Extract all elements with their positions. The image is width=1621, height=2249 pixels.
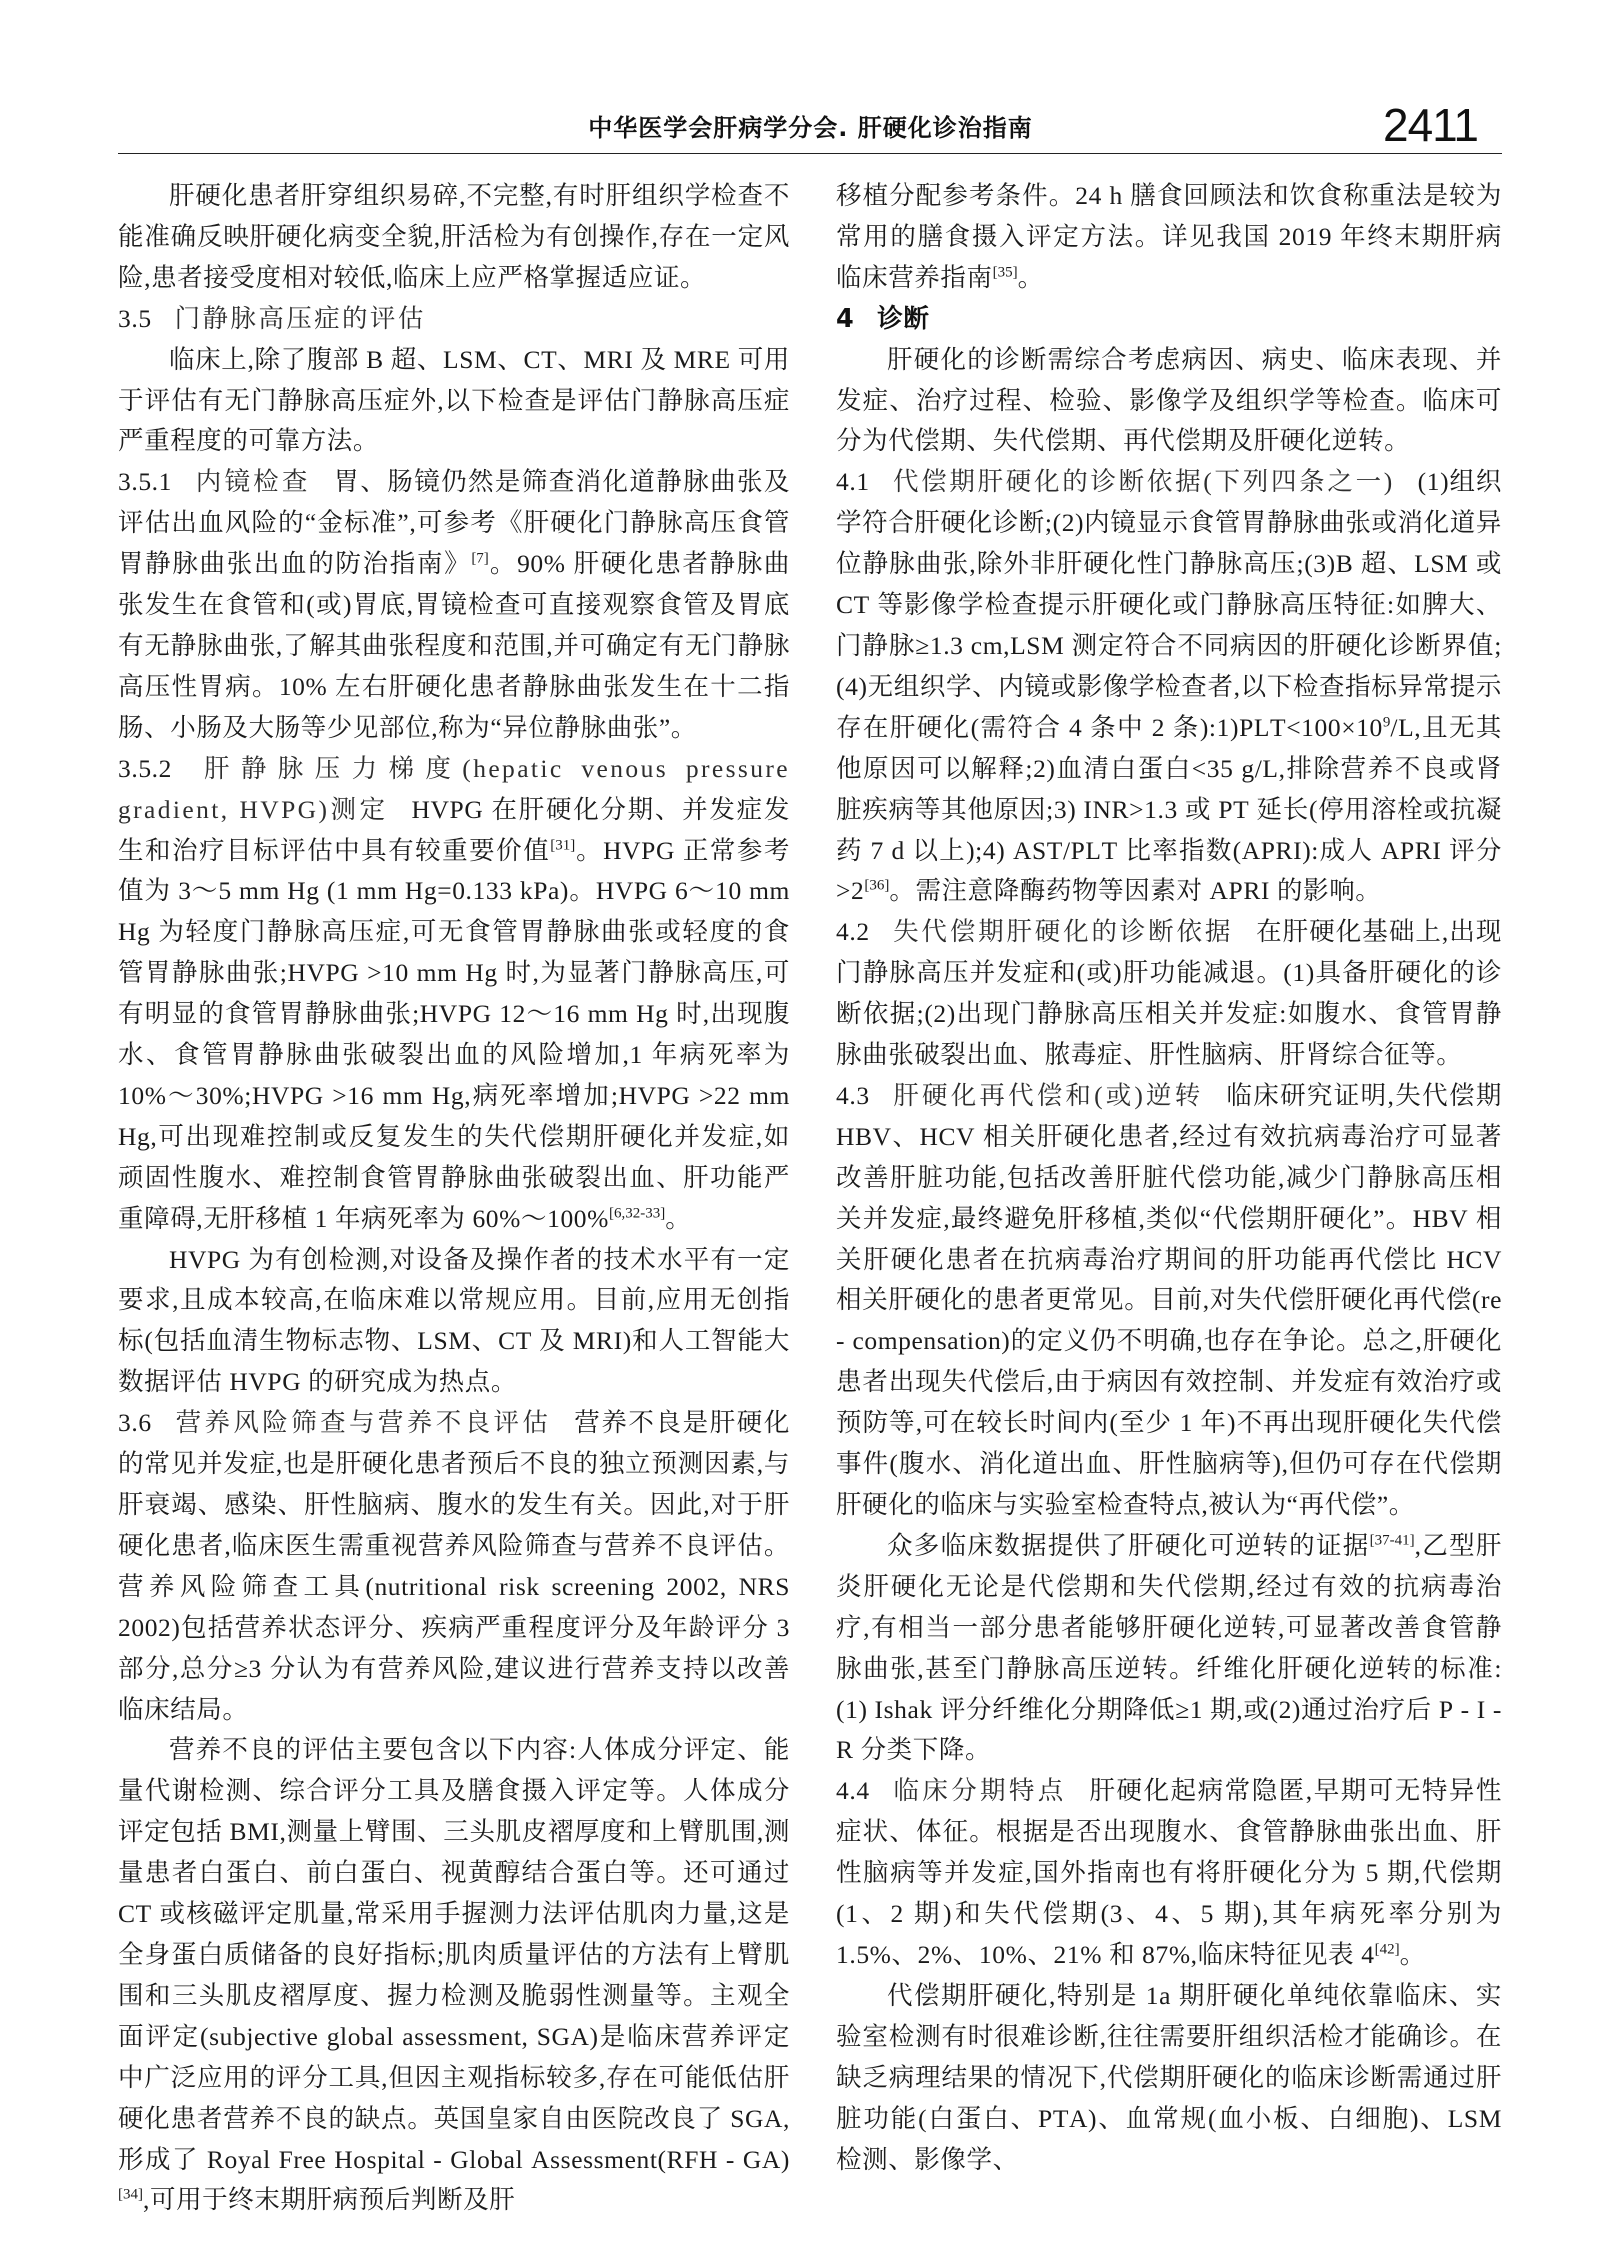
right-column (836, 176, 1502, 2180)
citation-ref: [37-41] (1369, 1532, 1415, 1549)
section-title: 临床分期特点 (892, 1776, 1067, 1806)
paragraph-text: 肝硬化起病常隐匿,早期可无特异性症状、体征。根据是否出现腹水、食管静脉曲张出血、肝性脑病等并发症,国外指南也有将肝硬化分为 5 期,代偿期(1、2 期)和失代偿期(3、4、5 期),其年病死率分别为 1.5%、2%、10%、21% 和 87%,临床特征见表 4 (836, 1776, 1503, 1969)
numbered-subsection (118, 462, 790, 748)
subsection-heading (118, 299, 790, 340)
body-paragraph (836, 1526, 1502, 1771)
header-rule (118, 153, 1502, 154)
paragraph-text: 肝硬化的诊断需综合考虑病因、病史、临床表现、并发症、治疗过程、检验、影像学及组织学等检查。临床可分为代偿期、失代偿期、再代偿期及肝硬化逆转。 (836, 344, 1502, 456)
section-title: 内镜检查 (194, 467, 311, 497)
paragraph-text: 众多临床数据提供了肝硬化可逆转的证据 (887, 1530, 1370, 1560)
section-heading (836, 299, 1502, 340)
citation-ref: [34] (118, 2186, 143, 2203)
paragraph-text: 。需注意降酶药物等因素对 APRI 的影响。 (889, 876, 1382, 906)
paragraph-text: 在肝硬化基础上,出现门静脉高压并发症和(或)肝功能减退。(1)具备肝硬化的诊断依据;(2)出现门静脉高压相关并发症:如腹水、食管胃静脉曲张破裂出血、脓毒症、肝性脑病、肝肾综合征等。 (836, 917, 1502, 1070)
section-number: 4.1 (836, 467, 870, 497)
superscript-exponent: 9 (1382, 714, 1391, 731)
numbered-subsection (836, 1771, 1502, 1976)
citation-ref: [31] (550, 837, 576, 853)
section-number: 3.5.2 (118, 753, 172, 783)
numbered-subsection (836, 462, 1502, 912)
left-column (118, 176, 790, 2221)
paragraph-text: /L,且无其他原因可以解释;2)血清白蛋白<35 g/L,排除营养不良或肾脏疾病等其他原因;3) INR>1.3 或 PT 延长(停用溶栓或抗凝药 7 d 以上);4) AST/PLT 比率指数(APRI):成人 APRI 评分>2 (836, 712, 1503, 906)
paragraph-text: 营养不良的评估主要包含以下内容:人体成分评定、能量代谢检测、综合评分工具及膳食摄入评定等。人体成分评定包括 BMI,测量上臂围、三头肌皮褶厚度和上臂肌围,测量患者白蛋白、前白蛋白、视黄醇结合蛋白等。还可通过 CT 或核磁评定肌量,常采用手握测力法评估肌肉力量,这是全身蛋白质储备的良好指标;肌肉质量评估的方法有上臂肌围和三头肌皮褶厚度、握力检测及脆弱性测量等。主观全面评定(subjective global assessment, SGA)是临床营养评定中广泛应用的评分工具,但因主观指标较多,存在可能低估肝硬化患者营养不良的缺点。英国皇家自由医院改良了 SGA,形成了 Royal Free Hospital - Global Assessment(RFH - GA) (118, 1735, 790, 2174)
section-title: 肝静脉压力梯度(hepatic venous pressure gradient, HVPG)测定 (118, 753, 790, 824)
page-number: 2411 (1383, 99, 1478, 151)
paragraph-text: (1)组织学符合肝硬化诊断;(2)内镜显示食管胃静脉曲张或消化道异位静脉曲张,除外非肝硬化性门静脉高压;(3)B 超、LSM 或 CT 等影像学检查提示肝硬化或门静脉高压特征:如脾大、门静脉≥1.3 cm,LSM 测定符合不同病因的肝硬化诊断界值;(4)无组织学、内镜或影像学检查者,以下检查指标异常提示存在肝硬化(需符合 4 条中 2 条):1)PLT<100×10 (836, 467, 1503, 742)
paragraph-text: 移植分配参考条件。24 h 膳食回顾法和饮食称重法是较为常用的膳食摄入评定方法。详见我国 2019 年终末期肝病临床营养指南 (836, 181, 1502, 292)
citation-ref: [36] (864, 877, 890, 894)
paragraph-text: 胃、肠镜仍然是筛查消化道静脉曲张及评估出血风险的“金标准”,可参考《肝硬化门静脉高压食管胃静脉曲张出血的防治指南》 (118, 467, 790, 579)
section-number: 4.3 (836, 1080, 870, 1110)
section-title: 营养风险筛查与营养不良评估 (174, 1408, 552, 1438)
section-title: 代偿期肝硬化的诊断依据(下列四条之一) (892, 467, 1395, 497)
body-paragraph (118, 1730, 790, 2221)
section-number: 3.5.1 (118, 467, 172, 497)
paragraph-text: 肝硬化患者肝穿组织易碎,不完整,有时肝组织学检查不能准确反映肝硬化病变全貌,肝活检为有创操作,存在一定风险,患者接受度相对较低,临床上应严格掌握适应证。 (118, 181, 790, 292)
section-number: 4 (836, 303, 855, 334)
running-title: 中华医学会肝病学分会. 肝硬化诊治指南 (588, 114, 1033, 142)
section-title: 门静脉高压症的评估 (174, 303, 426, 333)
paragraph-text: ,可用于终末期肝病预后判断及肝 (143, 2185, 516, 2215)
citation-ref: [42] (1374, 1941, 1400, 1958)
paragraph-text: HVPG 在肝硬化分期、并发症发生和治疗目标评估中具有较重要价值 (118, 794, 790, 865)
paragraph-text: 。 (1399, 1939, 1426, 1969)
paragraph-text: 临床研究证明,失代偿期 HBV、HCV 相关肝硬化患者,经过有效抗病毒治疗可显著改善肝脏功能,包括改善肝脏代偿功能,减少门静脉高压相关并发症,最终避免肝移植,类似“代偿期肝硬化”。HBV 相关肝硬化患者在抗病毒治疗期间的肝功能再代偿比 HCV 相关肝硬化的患者更常见。目前,对失代偿肝硬化再代偿(re - compensation)的定义仍不明确,也存在争论。总之,肝硬化患者出现失代偿后,由于病因有效控制、并发症有效治疗或预防等,可在较长时间内(至少 1 年)不再出现肝硬化失代偿事件(腹水、消化道出血、肝性脑病等),但仍可存在代偿期肝硬化的临床与实验室检查特点,被认为“再代偿”。 (836, 1080, 1502, 1519)
paragraph-text: 临床上,除了腹部 B 超、LSM、CT、MRI 及 MRE 可用于评估有无门静脉高压症外,以下检查是评估门静脉高压症严重程度的可靠方法。 (118, 344, 790, 456)
numbered-subsection (836, 912, 1502, 1076)
paragraph-text: HVPG 为有创检测,对设备及操作者的技术水平有一定要求,且成本较高,在临床难以常规应用。目前,应用无创指标(包括血清生物标志物、LSM、CT 及 MRI)和人工智能大数据评估 HVPG 的研究成为热点。 (118, 1244, 790, 1397)
citation-ref: [35] (992, 264, 1018, 281)
paragraph-text: 代偿期肝硬化,特别是 1a 期肝硬化单纯依靠临床、实验室检测有时很难诊断,往往需要肝组织活检才能确诊。在缺乏病理结果的情况下,代偿期肝硬化的临床诊断需通过肝脏功能(白蛋白、PTA)、血常规(血小板、白细胞)、LSM 检测、影像学、 (836, 1980, 1502, 2174)
section-number: 4.4 (836, 1776, 870, 1806)
section-number: 4.2 (836, 917, 870, 947)
numbered-subsection (118, 1403, 790, 1730)
continued-paragraph (836, 176, 1502, 299)
paragraph-text: 。 (665, 1203, 692, 1233)
numbered-subsection (836, 1076, 1502, 1526)
body-paragraph (118, 1240, 790, 1404)
body-paragraph (836, 1976, 1502, 2181)
paragraph-text: 。90% 肝硬化患者静脉曲张发生在食管和(或)胃底,胃镜检查可直接观察食管及胃底有无静脉曲张,了解其曲张程度和范围,并可确定有无门静脉高压性胃病。10% 左右肝硬化患者静脉曲张发生在十二指肠、小肠及大肠等少见部位,称为“异位静脉曲张”。 (118, 549, 790, 742)
body-paragraph (836, 340, 1502, 463)
paragraph-text: 。HVPG 正常参考值为 3～5 mm Hg (1 mm Hg=0.133 kPa)。HVPG 6～10 mm Hg 为轻度门静脉高压症,可无食管胃静脉曲张或轻度的食管胃静脉曲张;HVPG >10 mm Hg 时,为显著门静脉高压,可有明显的食管胃静脉曲张;HVPG 12～16 mm Hg 时,出现腹水、食管胃静脉曲张破裂出血的风险增加,1 年病死率为 10%～30%;HVPG >16 mm Hg,病死率增加;HVPG >22 mm Hg,可出现难控制或反复发生的失代偿期肝硬化并发症,如顽固性腹水、难控制食管胃静脉曲张破裂出血、肝功能严重障碍,无肝移植 1 年病死率为 60%～100% (118, 835, 790, 1233)
paragraph-text: 。 (1017, 262, 1044, 292)
paragraph-text: ,乙型肝炎肝硬化无论是代偿期和失代偿期,经过有效的抗病毒治疗,有相当一部分患者能够肝硬化逆转,可显著改善食管静脉曲张,甚至门静脉高压逆转。纤维化肝硬化逆转的标准:(1) Ishak 评分纤维化分期降低≥1 期,或(2)通过治疗后 P - I - R 分类下降。 (836, 1530, 1502, 1765)
section-title: 肝硬化再代偿和(或)逆转 (892, 1080, 1204, 1110)
section-number: 3.5 (118, 303, 152, 333)
citation-ref: [7] (471, 550, 489, 567)
section-number: 3.6 (118, 1408, 152, 1438)
section-title: 诊断 (877, 303, 930, 334)
numbered-subsection (118, 749, 790, 1240)
body-paragraph (118, 176, 790, 299)
citation-ref: [6,32-33] (608, 1205, 666, 1222)
body-paragraph (118, 340, 790, 463)
paragraph-text: 营养不良是肝硬化的常见并发症,也是肝硬化患者预后不良的独立预测因素,与肝衰竭、感染、肝性脑病、腹水的发生有关。因此,对于肝硬化患者,临床医生需重视营养风险筛查与营养不良评估。营养风险筛查工具(nutritional risk screening 2002, NRS 2002)包括营养状态评分、疾病严重程度评分及年龄评分 3 部分,总分≥3 分认为有营养风险,建议进行营养支持以改善临床结局。 (118, 1408, 790, 1724)
section-title: 失代偿期肝硬化的诊断依据 (892, 917, 1234, 947)
